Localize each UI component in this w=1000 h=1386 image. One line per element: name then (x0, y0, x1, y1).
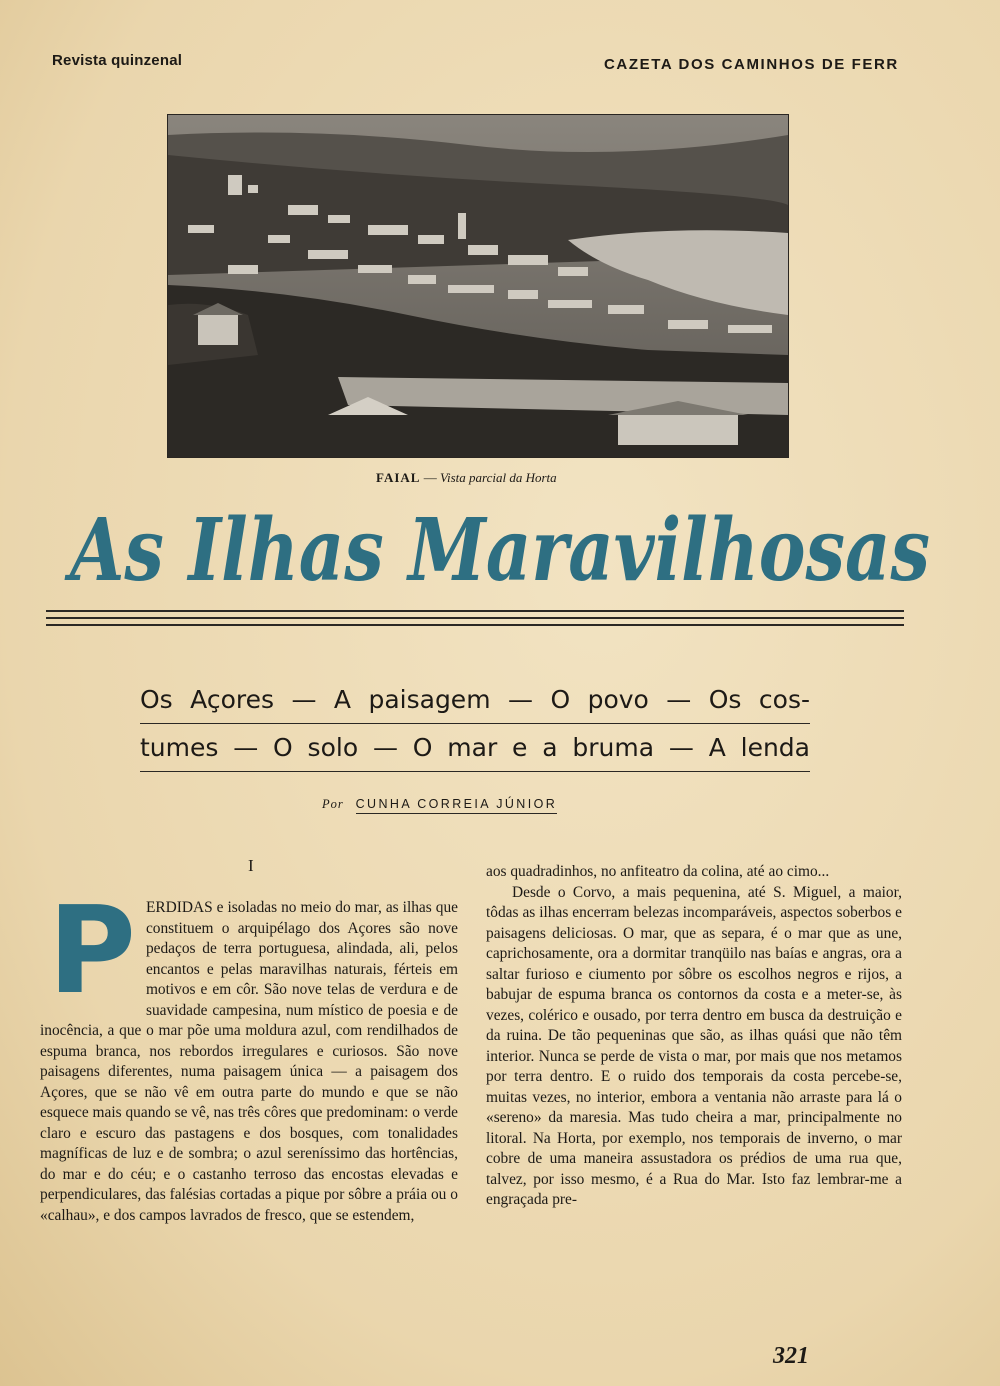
running-header-left: Revista quinzenal (52, 52, 183, 69)
article-title-text: As Ilhas Maravilhosas (64, 500, 931, 600)
author-name: CUNHA CORREIA JÚNIOR (356, 797, 558, 814)
paragraph-1: ERDIDAS e isoladas no meio do mar, as ilhas que constituem o arquipélago dos Açores são nove pedaços de terra portuguesa, alindada, ali, pelos encantos e pelas maravilhas naturais, férteis em motivos e em côr. São nove telas de verdura e de suavidade campesina, num místico de poesia e de inocência, a que o mar põe uma moldura azul, com rendilhados de espuma branca, nos rebordos irregulares e curiosos. São nove paisagens diferentes, numa paisagem única — a paisagem dos Açores, que se não vê em outra parte do mundo e que se não esquece mais quando se vê, nas três côres que predominam: o verde claro e escuro das pastagens e dos bosques, com tonalidades magníficas de luz e de sombra; o azul sereníssimo das hortências, do mar e do céu; e o castanho terroso das encostas elevadas e perpendiculares, das falésias cortadas a pique por sôbre a práia ou o «calhau», e dos campos lavrados de fresco, que se estendem, (40, 899, 458, 1224)
paragraph-1-continuation: aos quadradinhos, no anfiteatro da colina, até ao cimo... (486, 863, 830, 880)
paragraph-2: Desde o Corvo, a mais pequenina, até S. Miguel, a maior, tôdas as ilhas encerram belezas incomparáveis, aspectos soberbos e paisagens deliciosas. O mar, que as separa, é o mar que as une, caprichosamente, ora a dormitar tranqüilo nas baías e angras, ora a saltar furioso e ciumento por sôbre os escolhos negros e rijos, a babujar de espuma branca os contornos da costa e a meter-se, às vezes, colérico e ousado, por terra dentro em busca da destruição e da ruina. De tão pequeninas que são, as ilhas quási que não têm interior. Nunca se perde de vista o mar, por mais que nos metamos por terra dentro. E o ruido dos temporais da costa percebe-se, muitas vezes, no interior, embora a ventania não arraste para lá o «sereno» da maresia. Mas tudo cheira a mar, principalmente no litoral. Na Horta, por exemplo, nos temporais de inverno, o mar cobre de uma maneira assustadora os prédios de uma rua que, talvez, por isso mesmo, é a Rua do Mar. Isto faz lembrar-me a engraçada pre- (486, 883, 902, 1208)
caption-description: Vista parcial da Horta (439, 470, 557, 485)
subtitle-line-2: tumes — O solo — O mar e a bruma — A lenda (140, 724, 810, 772)
caption-place: FAIAL (376, 470, 421, 485)
drop-cap: P (48, 882, 136, 1021)
caption-separator: — (420, 470, 440, 485)
byline-prefix: Por (322, 797, 344, 811)
article-title (40, 500, 960, 600)
title-rules (46, 610, 904, 631)
page-number: 321 (773, 1343, 809, 1369)
article-subtitle (140, 676, 810, 772)
byline (322, 797, 557, 812)
horta-photo (167, 114, 789, 458)
photo-caption (376, 470, 557, 486)
section-number: I (248, 856, 254, 875)
subtitle-line-1: Os Açores — A paisagem — O povo — Os cos- (140, 676, 810, 724)
body-column-left (40, 882, 458, 1226)
running-header-right: CAZETA DOS CAMINHOS DE FERR (604, 56, 899, 73)
body-column-right (486, 862, 902, 1211)
